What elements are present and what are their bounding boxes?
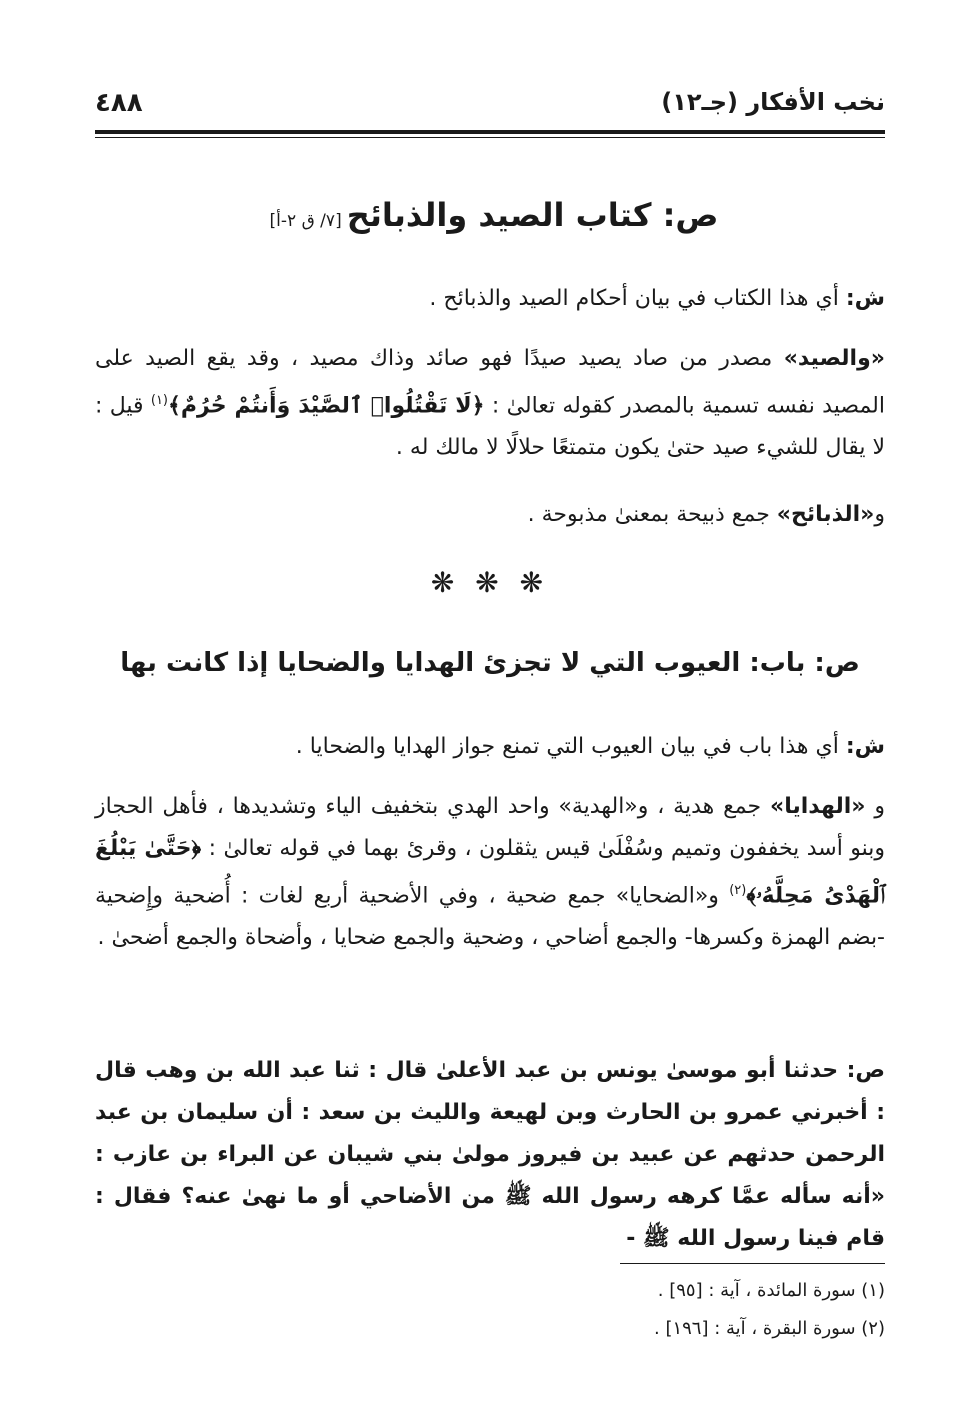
definition-paragraph-hadaya: [95, 786, 885, 959]
definition-paragraph-sayd: [95, 338, 885, 469]
definition-text: مصدر من صاد يصيد صيدًا فهو صائد وذاك مصيد ، وقد يقع الصيد على المصيد نفسه تسمية بالمصدر كقوله تعالىٰ :: [95, 346, 885, 419]
chapter-heading: [95, 196, 885, 234]
commentary-text: أي هذا باب في بيان العيوب التي تمنع جواز الهدايا والضحايا .: [295, 734, 839, 759]
commentary-paragraph-2: [95, 726, 885, 768]
conjunction: و: [874, 502, 885, 527]
definition-text: جمع ذبيحة بمعنىٰ مذبوحة .: [527, 502, 770, 527]
header-rule-thin: [95, 137, 885, 138]
section-separator: ❋ ❋ ❋: [430, 566, 550, 599]
definition-tail: قيل : لا يقال للشيء صيد حتىٰ يكون متمتعًا حلالًا لا مالك له .: [95, 393, 885, 461]
footnote-1: (١) سورة المائدة ، آية : [٩٥] .: [657, 1280, 885, 1301]
hadith-label: ص:: [846, 1058, 885, 1083]
header-rule-thick: [95, 130, 885, 134]
hadith-paragraph: [95, 1050, 885, 1260]
footnote-2: (٢) سورة البقرة ، آية : [١٩٦] .: [654, 1318, 885, 1339]
book-title: نخب الأفكار (جـ١٢): [661, 88, 885, 116]
definition-paragraph-dhabaih: [95, 494, 885, 536]
term-hadaya: «الهدايا»: [769, 794, 866, 819]
commentary-paragraph-1: [95, 278, 885, 320]
term-dhabaih: «الذبائح»: [776, 502, 875, 527]
sh-label: ش:: [845, 286, 885, 311]
quran-verse-1: ﴿لَا تَقْتُلُوا۟ ٱلصَّيْدَ وَأَنتُمْ حُرُمٌ﴾: [168, 393, 485, 419]
quran-verse-2: ﴿حَتَّىٰ يَبْلُغَ ٱلْهَدْىُ مَحِلَّهُۥ﴾: [95, 836, 885, 909]
chapter-title: ص: كتاب الصيد والذبائح: [346, 196, 719, 234]
hadith-text: حدثنا أبو موسىٰ يونس بن عبد الأعلىٰ قال : ثنا عبد الله بن وهب قال : أخبرني عمرو بن الحارث وبن لهيعة والليث بن سعد : أن سليمان بن عبد الرحمن حدثهم عن عبيد بن فيروز مولىٰ بني شيبان عن البراء بن عازب : «أنه سأله عمَّا كرهه رسول الله ﷺ من الأضاحي أو ما نهىٰ عنه؟ فقال : قام فينا رسول الله ﷺ -: [95, 1058, 885, 1251]
term-sayd: «والصيد»: [783, 346, 885, 371]
footnote-ref-2: (٢): [729, 883, 747, 898]
conjunction: و: [874, 794, 885, 819]
bab-heading: ص: باب: العيوب التي لا تجزئ الهدايا والضحايا إذا كانت بها: [120, 648, 860, 678]
running-header: [95, 88, 885, 124]
footnote-rule: [620, 1263, 885, 1264]
sh-label: ش:: [845, 734, 885, 759]
commentary-text: أي هذا الكتاب في بيان أحكام الصيد والذبائح .: [429, 286, 839, 311]
manuscript-ref: [٧/ ق ٢-أ]: [269, 211, 342, 231]
footnote-ref-1: (١): [150, 393, 168, 408]
page-number: ٤٨٨: [95, 88, 143, 118]
definition-tail: و«الضحايا» جمع ضحية ، وفي الأضحية أربع لغات : أُضحية وإِضحية -بضم الهمزة وكسرها- والجمع أضاحي ، وضحية والجمع ضحايا ، وأضحاة والجمع أضحىٰ .: [95, 883, 885, 951]
definition-text: جمع هدية ، و«الهدية» واحد الهدي بتخفيف الياء وتشديدها ، فأهل الحجاز وبنو أسد يخففون وتميم وسُفْلَىٰ قيس يثقلون ، وقرئ بهما في قوله تعالىٰ :: [95, 794, 885, 861]
